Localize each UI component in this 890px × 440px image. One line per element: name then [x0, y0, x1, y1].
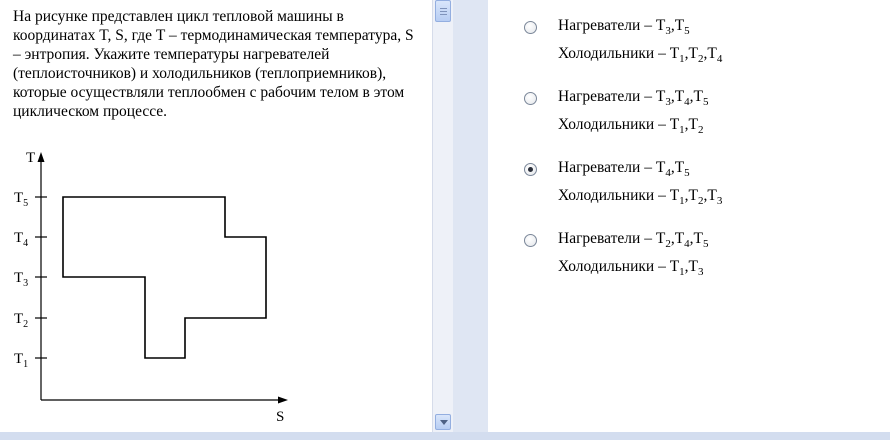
answer-option-2[interactable] [524, 87, 864, 145]
answers-pane [488, 0, 890, 432]
scroll-thumb[interactable] [435, 0, 451, 22]
answer-option-1[interactable] [524, 16, 864, 74]
heaters-line: Нагреватели – $T_4,T_5$ [558, 159, 690, 179]
thermal-cycle-path [63, 197, 266, 358]
grip-line [440, 8, 447, 9]
y-axis-arrow [38, 152, 45, 162]
level-label-t1: $T_1$ [14, 351, 29, 370]
radio-button[interactable] [524, 21, 537, 34]
question-text: На рисунке представлен цикл тепловой машины в координатах T, S, где T – термодинамическая температура, S – энтропия. Укажите температуры нагревателей (теплоисточников) и холодильников (теплоприемников), которые осуществляли теплообмен с рабочим телом в этом циклическом процессе. [13, 8, 414, 120]
radio-button-selected[interactable] [524, 163, 537, 176]
coolers-line: Холодильники – $T_1,T_2$ [558, 116, 704, 136]
level-label-t5: $T_5$ [14, 190, 29, 209]
bottom-border [0, 432, 890, 440]
pane-divider [453, 0, 488, 432]
x-axis-label: S [276, 409, 285, 425]
chevron-down-icon [440, 420, 448, 425]
scroll-down-button[interactable] [435, 414, 451, 430]
heaters-line: Нагреватели – $T_3,T_4,T_5$ [558, 88, 709, 108]
vertical-scrollbar[interactable] [432, 0, 453, 432]
radio-button[interactable] [524, 92, 537, 105]
ts-diagram [0, 0, 432, 432]
coolers-line: Холодильники – $T_1,T_2,T_3$ [558, 187, 723, 207]
grip-line [440, 14, 447, 15]
y-axis-label: T [26, 150, 36, 166]
coolers-line: Холодильники – $T_1,T_3$ [558, 258, 704, 278]
answer-option-3[interactable] [524, 158, 864, 216]
question-pane [0, 0, 432, 432]
x-axis-arrow [278, 397, 288, 404]
level-label-t4: $T_4$ [14, 230, 29, 249]
radio-button[interactable] [524, 234, 537, 247]
level-label-t3: $T_3$ [14, 270, 29, 289]
heaters-line: Нагреватели – $T_3,T_5$ [558, 17, 690, 37]
heaters-line: Нагреватели – $T_2,T_4,T_5$ [558, 230, 709, 250]
grip-line [440, 11, 447, 12]
answer-option-4[interactable] [524, 229, 864, 287]
coolers-line: Холодильники – $T_1,T_2,T_4$ [558, 45, 723, 65]
level-label-t2: $T_2$ [14, 311, 29, 330]
